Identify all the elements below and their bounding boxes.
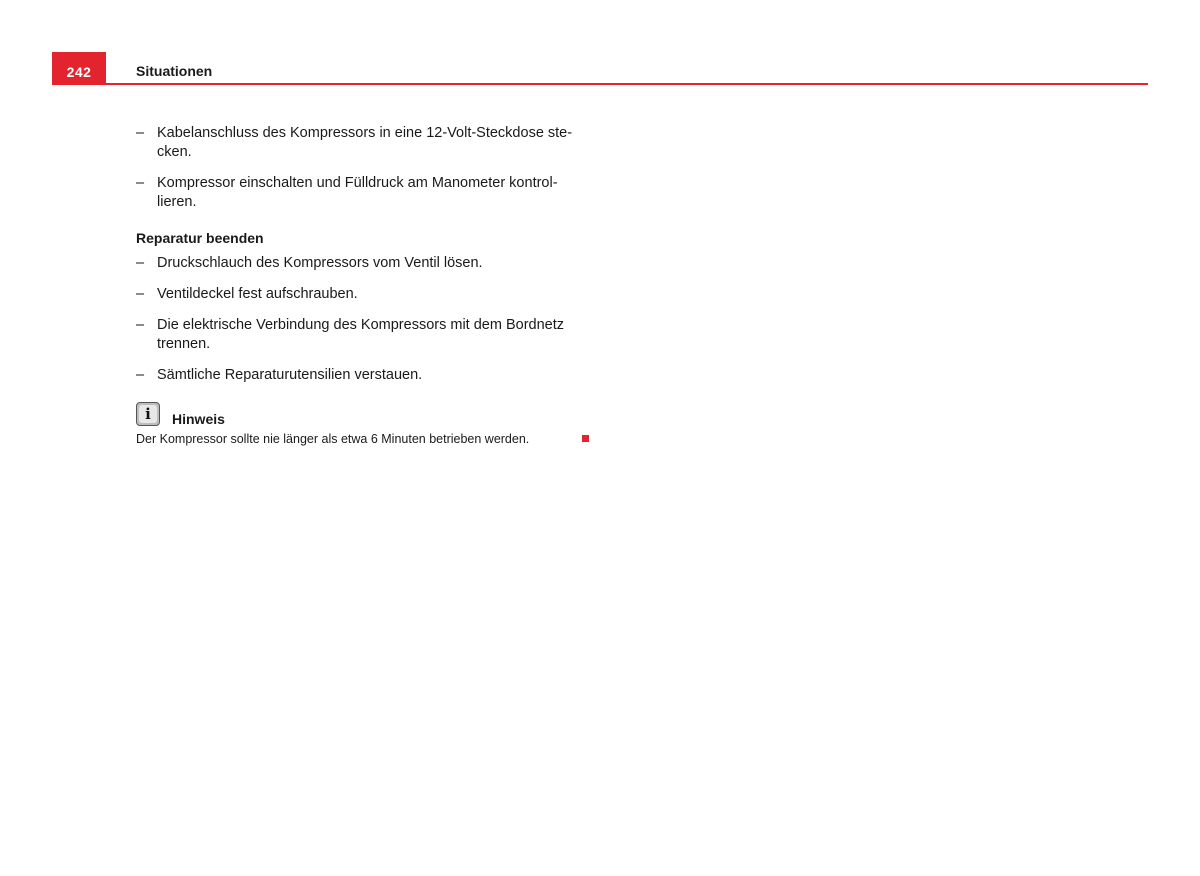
- step-text: Kabelanschluss des Kompressors in eine 12-Volt-Steckdose ste- cken.: [157, 125, 573, 160]
- step-dash: –: [136, 317, 145, 333]
- step-dash: –: [136, 367, 145, 383]
- step-item: [136, 174, 592, 212]
- step-item: [136, 366, 592, 385]
- step-dash: –: [136, 255, 145, 271]
- note-text: Der Kompressor sollte nie länger als etwa 6 Minuten betrieben werden.: [136, 432, 530, 446]
- step-dash: –: [136, 125, 145, 141]
- page-number: 242: [52, 52, 106, 84]
- note-title: Hinweis: [172, 410, 225, 427]
- section-title: Situationen: [136, 63, 213, 79]
- step-item: [136, 316, 592, 354]
- note-box: [136, 400, 592, 447]
- step-item: [136, 124, 592, 162]
- step-text: Druckschlauch des Kompressors vom Ventil lösen.: [157, 255, 483, 271]
- main-content: [136, 124, 592, 447]
- header-rule: [52, 83, 1148, 85]
- section-heading: Reparatur beenden: [136, 230, 264, 246]
- step-text: Kompressor einschalten und Fülldruck am Manometer kontrol- lieren.: [157, 175, 558, 210]
- step-text: Sämtliche Reparaturutensilien verstauen.: [157, 367, 423, 383]
- info-icon: [136, 402, 160, 426]
- note-header: [136, 400, 592, 428]
- info-icon-glyph: i: [139, 405, 157, 423]
- step-dash: –: [136, 175, 145, 191]
- end-marker: [582, 435, 589, 442]
- page-header: [52, 52, 1148, 86]
- step-dash: –: [136, 286, 145, 302]
- step-item: [136, 285, 592, 304]
- step-text: Die elektrische Verbindung des Kompressors mit dem Bordnetz trennen.: [157, 317, 564, 352]
- step-item: [136, 254, 592, 273]
- step-text: Ventildeckel fest aufschrauben.: [157, 286, 358, 302]
